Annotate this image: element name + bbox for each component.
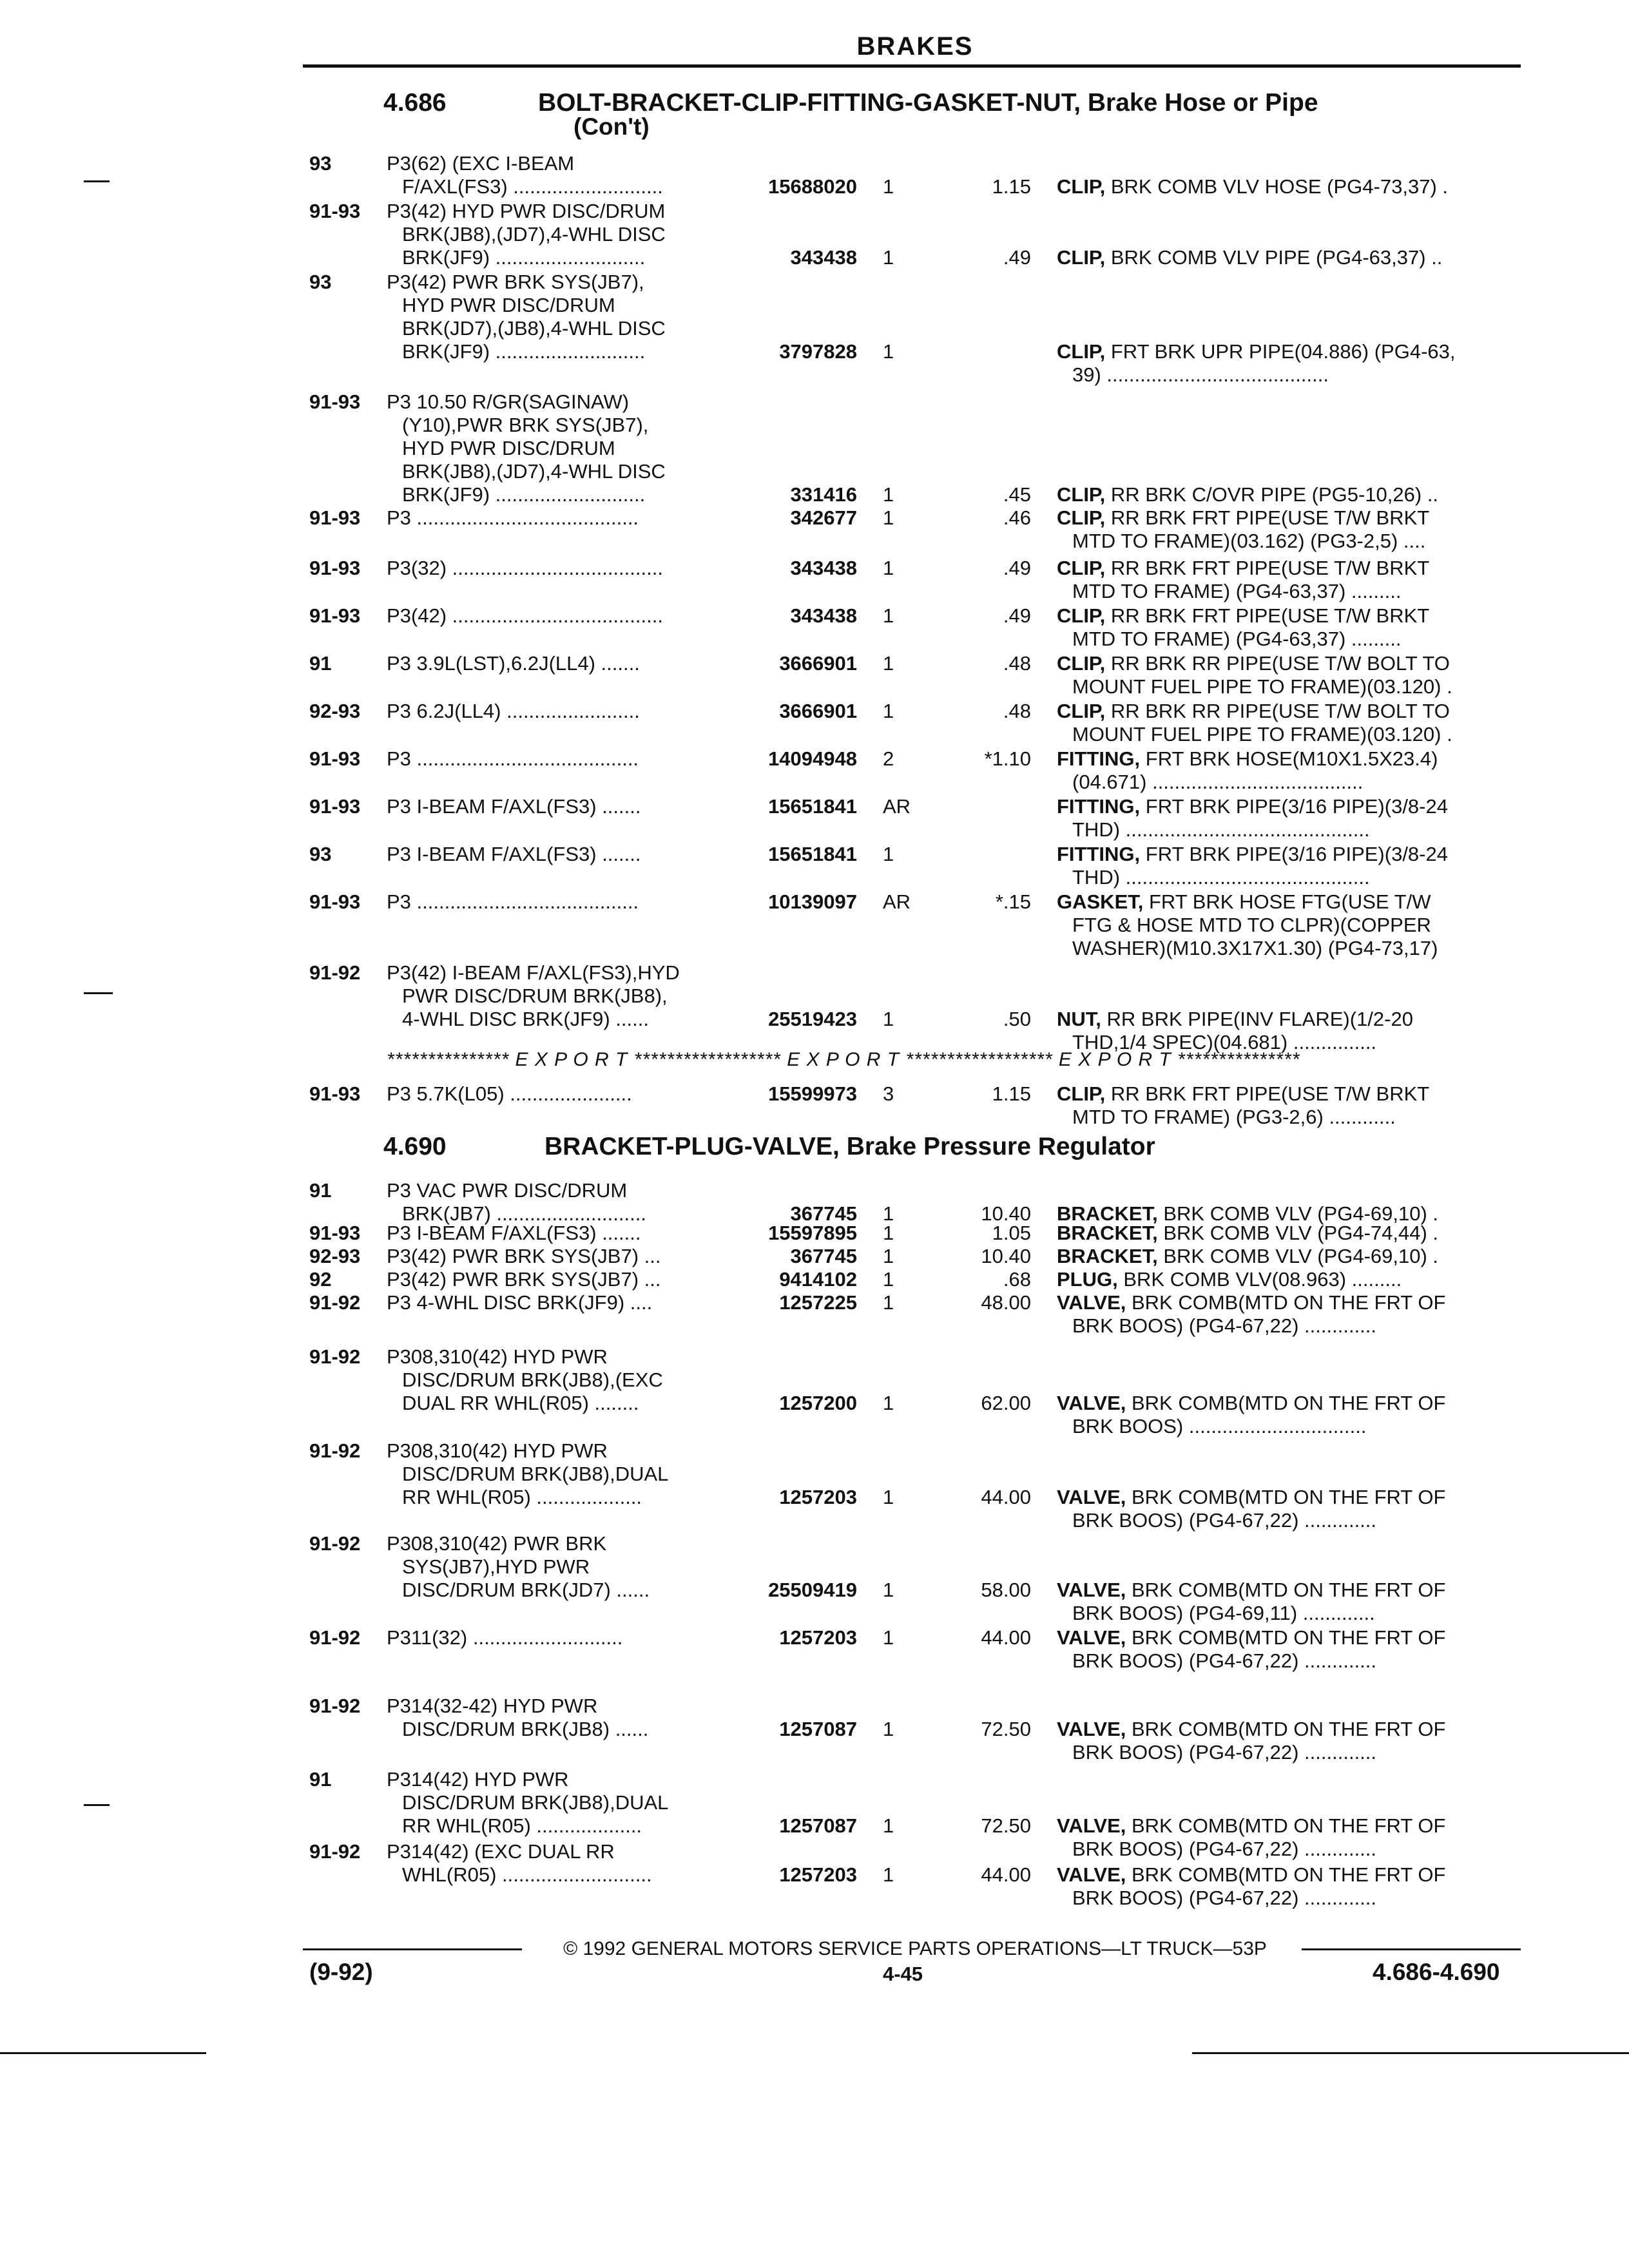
list-price: .48	[1003, 652, 1031, 675]
part-description-line: MOUNT FUEL PIPE TO FRAME)(03.120) .	[1072, 723, 1452, 745]
usage-line: P3 4-WHL DISC BRK(JF9) ....	[387, 1291, 653, 1314]
part-number: 3666901	[779, 652, 857, 675]
margin-mark	[84, 1804, 110, 1806]
usage-line: P3 I-BEAM F/AXL(FS3) .......	[387, 843, 641, 865]
quantity: 1	[883, 843, 894, 865]
part-description-line: THD) ............................................	[1072, 866, 1370, 889]
export-divider: *************** E X P O R T ****************** E X P O R T ****************** E X P O R T ***************	[387, 1049, 1300, 1070]
list-price: .49	[1003, 557, 1031, 579]
quantity: 1	[883, 1202, 894, 1225]
usage-description	[387, 1768, 728, 1838]
part-number: 343438	[790, 246, 857, 269]
usage-description	[387, 652, 728, 675]
footer-date: (9-92)	[309, 1959, 373, 1985]
list-price: .45	[1003, 483, 1031, 506]
usage-line: 4-WHL DISC BRK(JF9) ......	[402, 1008, 649, 1030]
footer-rule-left	[303, 1948, 522, 1950]
usage-description	[387, 700, 728, 723]
part-description	[1057, 246, 1521, 269]
model-years: 91-93	[309, 1082, 361, 1105]
part-number: 15651841	[768, 843, 857, 865]
part-number: 25509419	[768, 1579, 857, 1601]
usage-line: P3(62) (EXC I-BEAM	[387, 152, 575, 175]
quantity: 1	[883, 1245, 894, 1267]
model-years: 91-92	[309, 1439, 361, 1462]
list-price: 1.05	[992, 1222, 1031, 1244]
usage-line: P311(32) ...........................	[387, 1626, 623, 1649]
usage-line: BRK(JB7) ...........................	[402, 1202, 646, 1225]
usage-line: P314(42) (EXC DUAL RR	[387, 1840, 615, 1863]
usage-line: BRK(JF9) ...........................	[402, 340, 646, 363]
model-years: 91	[309, 1179, 332, 1202]
usage-description	[387, 890, 728, 914]
part-description-line: VALVE, BRK COMB(MTD ON THE FRT OF	[1057, 1392, 1446, 1414]
part-description	[1057, 1814, 1521, 1861]
usage-line: P308,310(42) HYD PWR	[387, 1439, 608, 1462]
usage-line: BRK(JB8),(JD7),4-WHL DISC	[402, 460, 666, 483]
margin-mark	[84, 992, 113, 994]
section-subtitle: (Con't)	[574, 113, 650, 140]
part-description-line: NUT, RR BRK PIPE(INV FLARE)(1/2-20	[1057, 1008, 1413, 1030]
usage-line: (Y10),PWR BRK SYS(JB7),	[402, 414, 649, 436]
quantity: 2	[883, 747, 894, 770]
usage-description	[387, 1179, 728, 1225]
section-number: 4.690	[383, 1133, 447, 1160]
usage-description	[387, 795, 728, 818]
list-price: .48	[1003, 700, 1031, 722]
part-number: 14094948	[768, 747, 857, 770]
list-price: .50	[1003, 1008, 1031, 1030]
part-description-line: VALVE, BRK COMB(MTD ON THE FRT OF	[1057, 1863, 1446, 1886]
usage-line: P3 ........................................	[387, 747, 639, 770]
part-description-line: THD) ............................................	[1072, 818, 1370, 841]
bottom-scan-line	[0, 2052, 206, 2054]
usage-line: P308,310(42) PWR BRK	[387, 1532, 607, 1555]
part-description-line: VALVE, BRK COMB(MTD ON THE FRT OF	[1057, 1291, 1446, 1314]
part-description-line: BRK BOOS) (PG4-67,22) .............	[1072, 1838, 1377, 1860]
part-description	[1057, 1291, 1521, 1338]
list-price: 44.00	[981, 1626, 1031, 1649]
part-description-line: FITTING, FRT BRK HOSE(M10X1.5X23.4)	[1057, 747, 1438, 770]
footer-section-range: 4.686-4.690	[1373, 1959, 1500, 1985]
part-description	[1057, 890, 1521, 960]
usage-line: F/AXL(FS3) ...........................	[402, 175, 663, 198]
part-description-line: CLIP, RR BRK FRT PIPE(USE T/W BRKT	[1057, 1082, 1430, 1105]
usage-line: P308,310(42) HYD PWR	[387, 1345, 608, 1368]
part-number: 15651841	[768, 795, 857, 818]
model-years: 92	[309, 1268, 332, 1291]
part-description-line: VALVE, BRK COMB(MTD ON THE FRT OF	[1057, 1579, 1446, 1601]
part-description	[1057, 1008, 1521, 1054]
section-title: BOLT-BRACKET-CLIP-FITTING-GASKET-NUT, Brake Hose or Pipe	[538, 89, 1318, 117]
usage-line: P3 5.7K(L05) ......................	[387, 1082, 632, 1105]
part-number: 25519423	[768, 1008, 857, 1030]
quantity: 1	[883, 1863, 894, 1886]
usage-description	[387, 152, 728, 198]
model-years: 93	[309, 152, 332, 175]
usage-line: P3(42) PWR BRK SYS(JB7) ...	[387, 1245, 661, 1267]
model-years: 91-93	[309, 890, 361, 913]
part-number: 15597895	[768, 1222, 857, 1244]
part-number: 367745	[790, 1245, 857, 1267]
section-title: BRACKET-PLUG-VALVE, Brake Pressure Regulator	[545, 1133, 1155, 1160]
model-years: 91-92	[309, 1291, 361, 1314]
model-years: 91-92	[309, 1840, 361, 1863]
part-number: 343438	[790, 604, 857, 627]
usage-line: P314(32-42) HYD PWR	[387, 1695, 598, 1717]
part-number: 15688020	[768, 175, 857, 198]
part-description-line: FTG & HOSE MTD TO CLPR)(COPPER	[1072, 914, 1431, 936]
part-description	[1057, 700, 1521, 746]
part-number: 1257203	[779, 1863, 857, 1886]
usage-line: P3 VAC PWR DISC/DRUM	[387, 1179, 628, 1202]
usage-description	[387, 557, 728, 580]
usage-description	[387, 200, 728, 269]
quantity: 1	[883, 1392, 894, 1414]
part-description	[1057, 1579, 1521, 1625]
part-description-line: BRK BOOS) (PG4-69,11) .............	[1072, 1602, 1375, 1624]
list-price: 62.00	[981, 1392, 1031, 1414]
section-number: 4.686	[383, 89, 447, 117]
part-description-line: BRK BOOS) (PG4-67,22) .............	[1072, 1649, 1377, 1672]
part-number: 3797828	[779, 340, 857, 363]
quantity: 1	[883, 483, 894, 506]
model-years: 91-93	[309, 557, 361, 579]
quantity: 1	[883, 246, 894, 269]
part-number: 1257203	[779, 1486, 857, 1508]
usage-description	[387, 1245, 728, 1268]
part-number: 331416	[790, 483, 857, 506]
list-price: 1.15	[992, 1082, 1031, 1105]
list-price: 44.00	[981, 1486, 1031, 1508]
usage-line: P3(42) PWR BRK SYS(JB7) ...	[387, 1268, 661, 1291]
usage-line: P3(42) ......................................	[387, 604, 663, 627]
part-number: 1257087	[779, 1718, 857, 1740]
model-years: 93	[309, 271, 332, 293]
list-price: *.15	[995, 890, 1031, 913]
model-years: 91-93	[309, 200, 361, 222]
part-description	[1057, 1245, 1521, 1268]
quantity: 1	[883, 1579, 894, 1601]
part-description-line: THD,1/4 SPEC)(04.681) ...............	[1072, 1031, 1377, 1053]
list-price: .68	[1003, 1268, 1031, 1291]
usage-line: HYD PWR DISC/DRUM	[402, 437, 615, 459]
usage-description	[387, 1626, 728, 1649]
part-description	[1057, 652, 1521, 698]
quantity: 1	[883, 506, 894, 529]
quantity: 1	[883, 1008, 894, 1030]
usage-line: SYS(JB7),HYD PWR	[402, 1555, 590, 1578]
part-description-line: CLIP, RR BRK RR PIPE(USE T/W BOLT TO	[1057, 700, 1450, 722]
part-description	[1057, 1718, 1521, 1764]
part-description	[1057, 1222, 1521, 1245]
model-years: 91-93	[309, 747, 361, 770]
usage-line: PWR DISC/DRUM BRK(JB8),	[402, 985, 668, 1007]
usage-line: P3 10.50 R/GR(SAGINAW)	[387, 390, 630, 413]
part-description	[1057, 795, 1521, 841]
part-description-line: 39) ........................................	[1072, 363, 1329, 386]
usage-line: P3(32) ......................................	[387, 557, 663, 579]
part-description	[1057, 1863, 1521, 1910]
model-years: 91	[309, 1768, 332, 1791]
usage-description	[387, 1695, 728, 1741]
usage-line: DUAL RR WHL(R05) ........	[402, 1392, 639, 1414]
margin-mark	[84, 180, 110, 182]
model-years: 91-92	[309, 1345, 361, 1368]
page-header: BRAKES	[856, 32, 974, 61]
quantity: 1	[883, 1268, 894, 1291]
part-description-line: MOUNT FUEL PIPE TO FRAME)(03.120) .	[1072, 675, 1452, 698]
usage-line: DISC/DRUM BRK(JB8),(EXC	[402, 1369, 663, 1391]
usage-line: P3 6.2J(LL4) ........................	[387, 700, 640, 722]
model-years: 91	[309, 652, 332, 675]
list-price: 1.15	[992, 175, 1031, 198]
part-description-line: CLIP, RR BRK FRT PIPE(USE T/W BRKT	[1057, 604, 1430, 627]
quantity: AR	[883, 890, 911, 913]
part-number: 15599973	[768, 1082, 857, 1105]
part-number: 1257087	[779, 1814, 857, 1837]
usage-line: WHL(R05) ...........................	[402, 1863, 652, 1886]
quantity: 1	[883, 652, 894, 675]
usage-description	[387, 1345, 728, 1415]
usage-line: P3 ........................................	[387, 890, 639, 913]
list-price: *1.10	[984, 747, 1031, 770]
list-price: .49	[1003, 604, 1031, 627]
part-description-line: BRACKET, BRK COMB VLV (PG4-69,10) .	[1057, 1202, 1439, 1225]
part-description-line: CLIP, RR BRK FRT PIPE(USE T/W BRKT	[1057, 557, 1430, 579]
model-years: 91-92	[309, 961, 361, 984]
part-description-line: VALVE, BRK COMB(MTD ON THE FRT OF	[1057, 1718, 1446, 1740]
part-description-line: MTD TO FRAME) (PG3-2,6) ............	[1072, 1106, 1396, 1128]
part-description	[1057, 747, 1521, 794]
usage-description	[387, 1439, 728, 1509]
model-years: 91-92	[309, 1626, 361, 1649]
quantity: 3	[883, 1082, 894, 1105]
usage-description	[387, 1840, 728, 1887]
usage-description	[387, 390, 728, 506]
usage-line: P3 3.9L(LST),6.2J(LL4) .......	[387, 652, 640, 675]
usage-line: RR WHL(R05) ...................	[402, 1486, 642, 1508]
model-years: 91-93	[309, 604, 361, 627]
footer-rule-right	[1302, 1948, 1521, 1950]
model-years: 91-92	[309, 1532, 361, 1555]
part-description-line: BRACKET, BRK COMB VLV (PG4-74,44) .	[1057, 1222, 1439, 1244]
usage-description	[387, 604, 728, 628]
part-number: 1257203	[779, 1626, 857, 1649]
list-price: 48.00	[981, 1291, 1031, 1314]
footer-copyright: © 1992 GENERAL MOTORS SERVICE PARTS OPERATIONS—LT TRUCK—53P	[563, 1938, 1267, 1959]
model-years: 91-92	[309, 1695, 361, 1717]
usage-line: P314(42) HYD PWR	[387, 1768, 569, 1791]
part-number: 342677	[790, 506, 857, 529]
part-description-line: MTD TO FRAME) (PG4-63,37) .........	[1072, 580, 1402, 602]
usage-line: BRK(JF9) ...........................	[402, 483, 646, 506]
model-years: 92-93	[309, 1245, 361, 1267]
part-description-line: CLIP, RR BRK FRT PIPE(USE T/W BRKT	[1057, 506, 1430, 529]
usage-line: P3(42) PWR BRK SYS(JB7),	[387, 271, 644, 293]
part-description-line: FITTING, FRT BRK PIPE(3/16 PIPE)(3/8-24	[1057, 795, 1448, 818]
usage-line: DISC/DRUM BRK(JB8),DUAL	[402, 1463, 669, 1485]
part-description	[1057, 557, 1521, 603]
part-description-line: BRACKET, BRK COMB VLV (PG4-69,10) .	[1057, 1245, 1439, 1267]
part-description-line: VALVE, BRK COMB(MTD ON THE FRT OF	[1057, 1814, 1446, 1837]
usage-description	[387, 1291, 728, 1314]
part-number: 3666901	[779, 700, 857, 722]
model-years: 92-93	[309, 700, 361, 722]
quantity: 1	[883, 1814, 894, 1837]
part-description	[1057, 1392, 1521, 1438]
list-price: 72.50	[981, 1718, 1031, 1740]
model-years: 93	[309, 843, 332, 865]
usage-description	[387, 1222, 728, 1245]
quantity: 1	[883, 340, 894, 363]
model-years: 91-93	[309, 390, 361, 413]
part-description-line: VALVE, BRK COMB(MTD ON THE FRT OF	[1057, 1486, 1446, 1508]
usage-line: RR WHL(R05) ...................	[402, 1814, 642, 1837]
usage-description	[387, 747, 728, 771]
part-description-line: BRK BOOS) (PG4-67,22) .............	[1072, 1509, 1377, 1532]
part-description-line: (04.671) ......................................	[1072, 771, 1364, 793]
part-description-line: BRK BOOS) (PG4-67,22) .............	[1072, 1314, 1377, 1337]
usage-line: HYD PWR DISC/DRUM	[402, 294, 615, 316]
part-description	[1057, 340, 1521, 387]
quantity: AR	[883, 795, 911, 818]
part-description-line: MTD TO FRAME) (PG4-63,37) .........	[1072, 628, 1402, 650]
part-description-line: GASKET, FRT BRK HOSE FTG(USE T/W	[1057, 890, 1431, 913]
part-description-line: BRK BOOS) (PG4-67,22) .............	[1072, 1741, 1377, 1763]
list-price: 58.00	[981, 1579, 1031, 1601]
bottom-scan-line	[1192, 2052, 1629, 2054]
list-price: 10.40	[981, 1245, 1031, 1267]
usage-line: P3 I-BEAM F/AXL(FS3) .......	[387, 795, 641, 818]
part-description	[1057, 843, 1521, 889]
part-number: 343438	[790, 557, 857, 579]
usage-description	[387, 1268, 728, 1291]
part-description-line: FITTING, FRT BRK PIPE(3/16 PIPE)(3/8-24	[1057, 843, 1448, 865]
usage-description	[387, 506, 728, 530]
part-description-line: BRK BOOS) ................................	[1072, 1415, 1367, 1437]
model-years: 91-93	[309, 1222, 361, 1244]
part-number: 1257225	[779, 1291, 857, 1314]
part-number: 367745	[790, 1202, 857, 1225]
part-description	[1057, 1268, 1521, 1291]
part-description	[1057, 1082, 1521, 1129]
part-description-line: VALVE, BRK COMB(MTD ON THE FRT OF	[1057, 1626, 1446, 1649]
usage-line: P3 ........................................	[387, 506, 639, 529]
list-price: .49	[1003, 246, 1031, 269]
part-number: 10139097	[768, 890, 857, 913]
part-description-line: PLUG, BRK COMB VLV(08.963) .........	[1057, 1268, 1402, 1291]
quantity: 1	[883, 175, 894, 198]
usage-line: DISC/DRUM BRK(JD7) ......	[402, 1579, 650, 1601]
usage-line: P3(42) HYD PWR DISC/DRUM	[387, 200, 666, 222]
usage-description	[387, 843, 728, 866]
part-description	[1057, 1626, 1521, 1673]
part-description	[1057, 1486, 1521, 1532]
usage-line: P3 I-BEAM F/AXL(FS3) .......	[387, 1222, 641, 1244]
usage-description	[387, 961, 728, 1031]
quantity: 1	[883, 700, 894, 722]
list-price: .46	[1003, 506, 1031, 529]
usage-description	[387, 1082, 728, 1106]
usage-description	[387, 1532, 728, 1602]
quantity: 1	[883, 1291, 894, 1314]
usage-line: BRK(JD7),(JB8),4-WHL DISC	[402, 317, 666, 340]
part-description-line: CLIP, FRT BRK UPR PIPE(04.886) (PG4-63,	[1057, 340, 1456, 363]
quantity: 1	[883, 557, 894, 579]
usage-line: DISC/DRUM BRK(JB8) ......	[402, 1718, 649, 1740]
part-description-line: CLIP, RR BRK C/OVR PIPE (PG5-10,26) ..	[1057, 483, 1439, 506]
part-description-line: BRK BOOS) (PG4-67,22) .............	[1072, 1887, 1377, 1909]
part-description-line: MTD TO FRAME)(03.162) (PG3-2,5) ....	[1072, 530, 1426, 552]
part-description	[1057, 175, 1521, 198]
part-description-line: CLIP, RR BRK RR PIPE(USE T/W BOLT TO	[1057, 652, 1450, 675]
quantity: 1	[883, 604, 894, 627]
part-description-line: CLIP, BRK COMB VLV HOSE (PG4-73,37) .	[1057, 175, 1448, 198]
model-years: 91-93	[309, 795, 361, 818]
part-number: 1257200	[779, 1392, 857, 1414]
usage-description	[387, 271, 728, 363]
usage-line: DISC/DRUM BRK(JB8),DUAL	[402, 1791, 669, 1814]
part-description-line: CLIP, BRK COMB VLV PIPE (PG4-63,37) ..	[1057, 246, 1443, 269]
list-price: 10.40	[981, 1202, 1031, 1225]
quantity: 1	[883, 1486, 894, 1508]
usage-line: P3(42) I-BEAM F/AXL(FS3),HYD	[387, 961, 680, 984]
part-number: 9414102	[779, 1268, 857, 1291]
part-description	[1057, 604, 1521, 651]
part-description	[1057, 506, 1521, 553]
list-price: 44.00	[981, 1863, 1031, 1886]
header-rule	[303, 64, 1521, 68]
usage-line: BRK(JB8),(JD7),4-WHL DISC	[402, 223, 666, 245]
footer-page-number: 4-45	[883, 1963, 923, 1985]
quantity: 1	[883, 1222, 894, 1244]
part-description-line: WASHER)(M10.3X17X1.30) (PG4-73,17)	[1072, 937, 1438, 959]
list-price: 72.50	[981, 1814, 1031, 1837]
usage-line: BRK(JF9) ...........................	[402, 246, 646, 269]
part-description	[1057, 483, 1521, 506]
model-years: 91-93	[309, 506, 361, 529]
quantity: 1	[883, 1718, 894, 1740]
quantity: 1	[883, 1626, 894, 1649]
